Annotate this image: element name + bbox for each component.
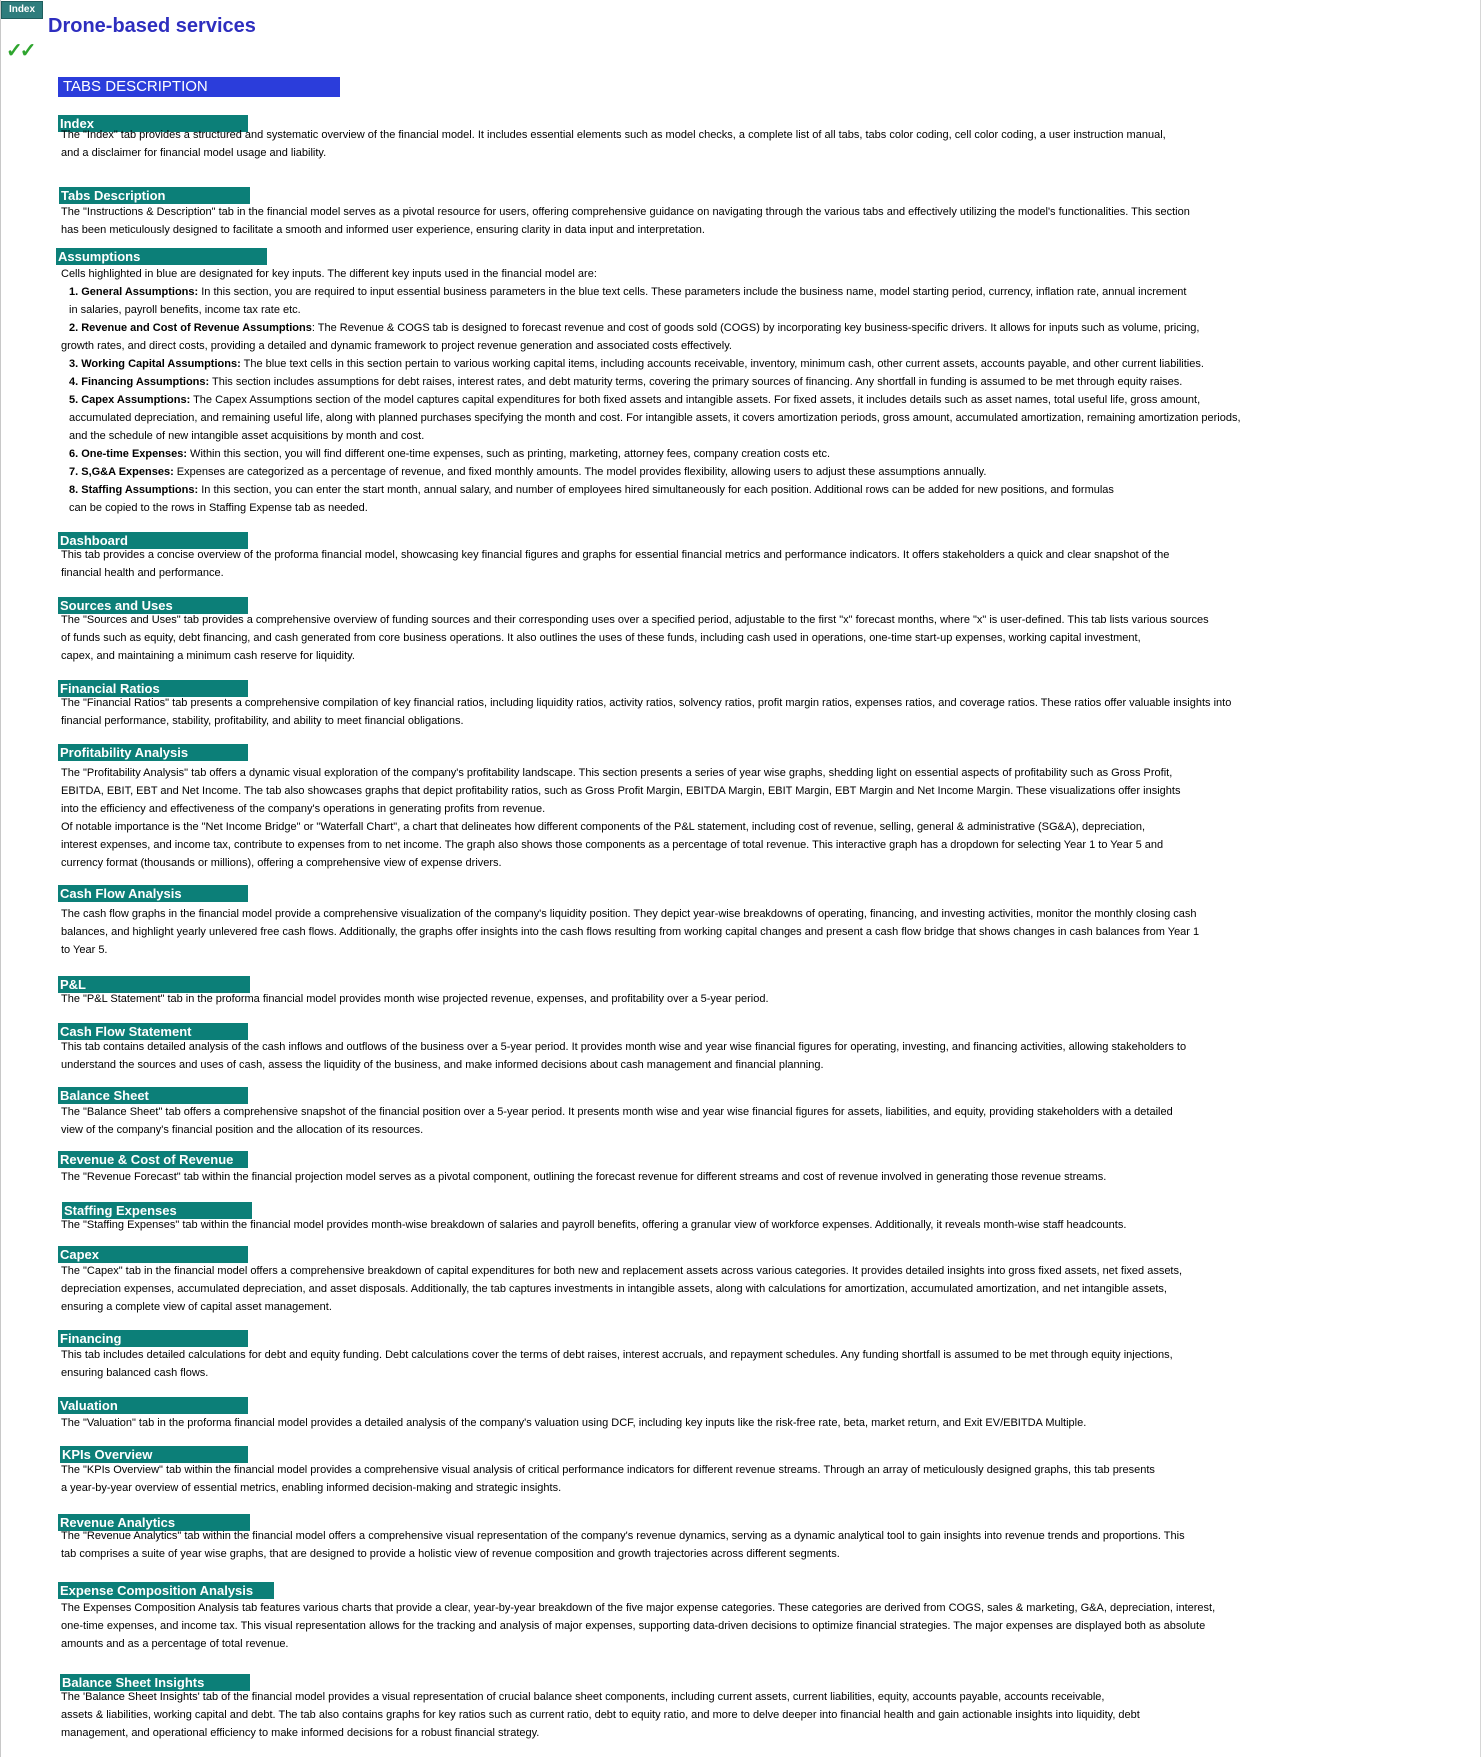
tabs-description-header: TABS DESCRIPTION (58, 77, 340, 97)
description-line: The 'Balance Sheet Insights' tab of the financial model provides a visual representation of crucial balance sheet components, including current assets, current liabilities, equity, accounts payable, accounts receivable, (61, 1691, 1105, 1703)
section-description-pl (61, 990, 769, 1008)
section-description-staffing-expenses (61, 1216, 1126, 1234)
description-line: ensuring balanced cash flows. (61, 1367, 209, 1379)
section-description-balance-sheet-insights (61, 1688, 1140, 1742)
description-line: amounts and as a percentage of total revenue. (61, 1638, 289, 1650)
section-description-financial-ratios (61, 694, 1231, 730)
section-header-revenue-cost: Revenue & Cost of Revenue (58, 1151, 248, 1168)
section-description-cash-flow-statement (61, 1038, 1186, 1074)
section-description-profitability-analysis (61, 764, 1180, 872)
description-line: The "Balance Sheet" tab offers a comprehensive snapshot of the financial position over a 5-year period. It presents month wise and year wise financial figures for assets, liabilities, and equity, providing stakeholders with a detailed (61, 1106, 1173, 1118)
assumption-item-line: 3. Working Capital Assumptions: The blue text cells in this section pertain to various working capital items, including accounts receivable, inventory, minimum cash, other current assets, accounts payable, and other current liabilities. (69, 358, 1204, 370)
description-line: The "Valuation" tab in the proforma financial model provides a detailed analysis of the company's valuation using DCF, including key inputs like the risk-free rate, beta, market return, and Exit EV/EBITDA Multiple. (61, 1417, 1087, 1429)
section-header-staffing-expenses: Staffing Expenses (62, 1202, 252, 1219)
section-description-financing (61, 1346, 1173, 1382)
description-line: This tab contains detailed analysis of the cash inflows and outflows of the business over a 5-year period. It provides month wise and year wise financial figures for operating, investing, and financing activities, allowing stakeholders to (61, 1041, 1187, 1053)
assumption-item-line: 7. S,G&A Expenses: Expenses are categorized as a percentage of revenue, and fixed monthly amounts. The model provides flexibility, allowing users to adjust these assumptions annually. (69, 466, 987, 478)
description-line: The cash flow graphs in the financial model provide a comprehensive visualization of the company's liquidity position. They depict year-wise breakdowns of operating, financing, and investing activities, monitor the monthly closing cash (61, 908, 1197, 920)
description-line: understand the sources and uses of cash, assess the liquidity of the business, and make informed decisions about cash management and financial planning. (61, 1059, 824, 1071)
description-line: The "Revenue Forecast" tab within the financial projection model serves as a pivotal component, outlining the forecast revenue for different streams and cost of revenue involved in generating those revenue streams. (61, 1171, 1107, 1183)
assumption-item-line: 8. Staffing Assumptions: In this section, you can enter the start month, annual salary, and number of employees hired simultaneously for each position. Additional rows can be added for new positions, and formulas (69, 484, 1114, 496)
description-line: view of the company's financial position and the allocation of its resources. (61, 1124, 424, 1136)
section-header-index: Index (58, 115, 248, 132)
description-line: This tab includes detailed calculations for debt and equity funding. Debt calculations cover the terms of debt raises, interest accruals, and repayment schedules. Any funding shortfall is assumed to be met through equity injections, (61, 1349, 1173, 1361)
section-header-sources-and-uses: Sources and Uses (58, 597, 248, 614)
assumption-item-line: 1. General Assumptions: In this section, you are required to input essential business parameters in the blue text cells. These parameters include the business name, model starting period, currency, inflation rate, annual increment (69, 286, 1187, 298)
description-line: management, and operational efficiency to make informed decisions for a robust financial strategy. (61, 1727, 540, 1739)
section-description-tabs-description (61, 203, 1190, 239)
assumption-item-line: 6. One-time Expenses: Within this section, you will find different one-time expenses, such as printing, marketing, attorney fees, company creation costs etc. (69, 448, 830, 460)
section-header-financial-ratios: Financial Ratios (58, 680, 248, 697)
description-line: one-time expenses, and income tax. This visual representation allows for the tracking and analysis of major expenses, supporting data-driven decisions to optimize financial strategies. The major expenses are displayed both as absolute (61, 1620, 1206, 1632)
description-line: currency format (thousands or millions), offering a comprehensive view of expense drivers. (61, 857, 502, 869)
description-line: financial performance, stability, profitability, and ability to meet financial obligations. (61, 715, 464, 727)
section-header-cash-flow-analysis: Cash Flow Analysis (58, 885, 248, 902)
section-description-sources-and-uses (61, 611, 1209, 665)
description-line: Of notable importance is the "Net Income Bridge" or "Waterfall Chart", a chart that delineates how different components of the P&L statement, including cost of revenue, selling, general & administrative (SG&A), depreciation, (61, 821, 1145, 833)
section-description-expense-composition (61, 1599, 1215, 1653)
section-header-pl: P&L (58, 976, 250, 993)
index-link-button[interactable]: Index (1, 1, 43, 19)
description-line: has been meticulously designed to facilitate a smooth and informed user experience, ensuring clarity in data input and interpretation. (61, 224, 705, 236)
assumption-item-line: in salaries, payroll benefits, income tax rate etc. (69, 304, 301, 316)
section-description-kpis-overview (61, 1461, 1155, 1497)
section-description-cash-flow-analysis (61, 905, 1199, 959)
description-line: tab comprises a suite of year wise graphs, that are designed to provide a holistic view of revenue composition and growth trajectories across different segments. (61, 1548, 840, 1560)
section-description-revenue-analytics (61, 1527, 1185, 1563)
section-header-kpis-overview: KPIs Overview (60, 1446, 248, 1463)
section-description-index (61, 126, 1166, 162)
description-line: The "P&L Statement" tab in the proforma financial model provides month wise projected revenue, expenses, and profitability over a 5-year period. (61, 993, 769, 1005)
section-header-tabs-description: Tabs Description (59, 187, 250, 204)
section-description-assumptions (61, 265, 1241, 517)
description-line: capex, and maintaining a minimum cash reserve for liquidity. (61, 650, 355, 662)
assumption-item-line: 2. Revenue and Cost of Revenue Assumptions: The Revenue & COGS tab is designed to forecast revenue and cost of goods sold (COGS) by incorporating key business-specific drivers. It allows for inputs such as volume, pricing, (69, 322, 1200, 334)
description-line: The "Index" tab provides a structured and systematic overview of the financial model. It includes essential elements such as model checks, a complete list of all tabs, tabs color coding, cell color coding, a user instruction manual, (61, 129, 1166, 141)
description-line: interest expenses, and income tax, contribute to expenses from to net income. The graph also shows those components as a percentage of total revenue. This interactive graph has a dropdown for selecting Year 1 to Year 5 and (61, 839, 1164, 851)
description-line: to Year 5. (61, 944, 108, 956)
description-line: The "Staffing Expenses" tab within the financial model provides month-wise breakdown of salaries and payroll benefits, offering a granular view of workforce expenses. Additionally, it reveals month-wise staff headcounts. (61, 1219, 1127, 1231)
description-line: a year-by-year overview of essential metrics, enabling informed decision-making and strategic insights. (61, 1482, 562, 1494)
description-line: balances, and highlight yearly unlevered free cash flows. Additionally, the graphs offer insights into the cash flows resulting from working capital changes and present a cash flow bridge that shows changes in cash balances from Year 1 (61, 926, 1200, 938)
description-line: The "Profitability Analysis" tab offers a dynamic visual exploration of the company's profitability landscape. This section presents a series of year wise graphs, shedding light on essential aspects of profitability such as Gross Profit, (61, 767, 1173, 779)
description-line: The "KPIs Overview" tab within the financial model provides a comprehensive visual analysis of critical performance indicators for different revenue streams. Through an array of meticulously designed graphs, this tab presents (61, 1464, 1155, 1476)
section-header-dashboard: Dashboard (58, 532, 248, 549)
description-line: The "Financial Ratios" tab presents a comprehensive compilation of key financial ratios, including liquidity ratios, activity ratios, solvency ratios, profit margin ratios, expenses ratios, and coverage ratios. These ratios offer valuable insights into (61, 697, 1232, 709)
section-description-dashboard (61, 546, 1169, 582)
section-header-financing: Financing (58, 1330, 248, 1347)
assumption-item-line: growth rates, and direct costs, providing a detailed and dynamic framework to project revenue generation and associated costs effectively. (61, 340, 732, 352)
double-check-icon: ✓✓ (6, 40, 34, 62)
assumption-item-line: and the schedule of new intangible asset acquisitions by month and cost. (69, 430, 425, 442)
page-title: Drone-based services (48, 15, 256, 37)
section-header-expense-composition: Expense Composition Analysis (58, 1582, 274, 1599)
description-line: The "Revenue Analytics" tab within the financial model offers a comprehensive visual representation of the company's revenue dynamics, serving as a dynamic analytical tool to gain insights into revenue trends and proportions. This (61, 1530, 1185, 1542)
description-line: The "Sources and Uses" tab provides a comprehensive overview of funding sources and their corresponding uses over a specified period, adjustable to the first "x" forecast months, where "x" is user-defined. This tab lists various sources (61, 614, 1209, 626)
description-line: and a disclaimer for financial model usage and liability. (61, 147, 327, 159)
section-header-profitability-analysis: Profitability Analysis (58, 744, 248, 761)
section-header-balance-sheet-insights: Balance Sheet Insights (60, 1674, 250, 1691)
left-border (0, 0, 1, 1757)
section-header-balance-sheet: Balance Sheet (58, 1087, 248, 1104)
description-line: The "Instructions & Description" tab in the financial model serves as a pivotal resource for users, offering comprehensive guidance on navigating through the various tabs and effectively utilizing the model's functionalities. This section (61, 206, 1190, 218)
description-line: EBITDA, EBIT, EBT and Net Income. The tab also showcases graphs that depict profitability ratios, such as Gross Profit Margin, EBITDA Margin, EBIT Margin, EBT Margin and Net Income Margin. These visualizations offer insights (61, 785, 1181, 797)
assumption-item-line: 4. Financing Assumptions: This section includes assumptions for debt raises, interest rates, and debt maturity terms, covering the primary sources of financing. Any shortfall in funding is assumed to be met through equity raises. (69, 376, 1183, 388)
assumptions-intro: Cells highlighted in blue are designated for key inputs. The different key inputs used in the financial model are: (61, 268, 597, 280)
section-header-assumptions: Assumptions (56, 248, 267, 265)
section-description-capex (61, 1262, 1182, 1316)
assumption-item-line: can be copied to the rows in Staffing Expense tab as needed. (69, 502, 368, 514)
description-line: This tab provides a concise overview of the proforma financial model, showcasing key financial figures and graphs for essential financial metrics and performance indicators. It offers stakeholders a quick and clear snapshot of the (61, 549, 1170, 561)
description-line: The "Capex" tab in the financial model offers a comprehensive breakdown of capital expenditures for both new and replacement assets across various categories. It provides detailed insights into gross fixed assets, net fixed assets, (61, 1265, 1183, 1277)
description-line: into the efficiency and effectiveness of the company's operations in generating profits from revenue. (61, 803, 546, 815)
description-line: financial health and performance. (61, 567, 224, 579)
description-line: of funds such as equity, debt financing, and cash generated from core business operations. It also outlines the uses of these funds, including cash used in operations, one-time start-up expenses, working capital investment, (61, 632, 1141, 644)
assumption-item-line: 5. Capex Assumptions: The Capex Assumptions section of the model captures capital expenditures for both fixed assets and intangible assets. For fixed assets, it includes details such as asset names, total useful life, gross amount, (69, 394, 1201, 406)
description-line: The Expenses Composition Analysis tab features various charts that provide a clear, year-by-year breakdown of the five major expense categories. These categories are derived from COGS, sales & marketing, G&A, depreciation, interest, (61, 1602, 1216, 1614)
description-line: depreciation expenses, accumulated depreciation, and asset disposals. Additionally, the tab captures investments in intangible assets, along with calculations for amortization, accumulated amortization, and net intangible assets, (61, 1283, 1167, 1295)
section-header-valuation: Valuation (58, 1397, 248, 1414)
description-line: assets & liabilities, working capital and debt. The tab also contains graphs for key ratios such as current ratio, debt to equity ratio, and more to delve deeper into financial health and gain actionable insights into liquidity, debt (61, 1709, 1140, 1721)
section-description-valuation (61, 1414, 1086, 1432)
assumption-item-line: accumulated depreciation, and remaining useful life, along with planned purchases specifying the month and cost. For intangible assets, it covers amortization periods, gross amount, accumulated amortization, remaining amortization periods, (69, 412, 1241, 424)
section-description-revenue-cost (61, 1168, 1106, 1186)
section-header-capex: Capex (58, 1246, 248, 1263)
section-header-revenue-analytics: Revenue Analytics (58, 1514, 250, 1531)
section-header-cash-flow-statement: Cash Flow Statement (58, 1023, 248, 1040)
description-line: ensuring a complete view of capital asset management. (61, 1301, 332, 1313)
section-description-balance-sheet (61, 1103, 1173, 1139)
